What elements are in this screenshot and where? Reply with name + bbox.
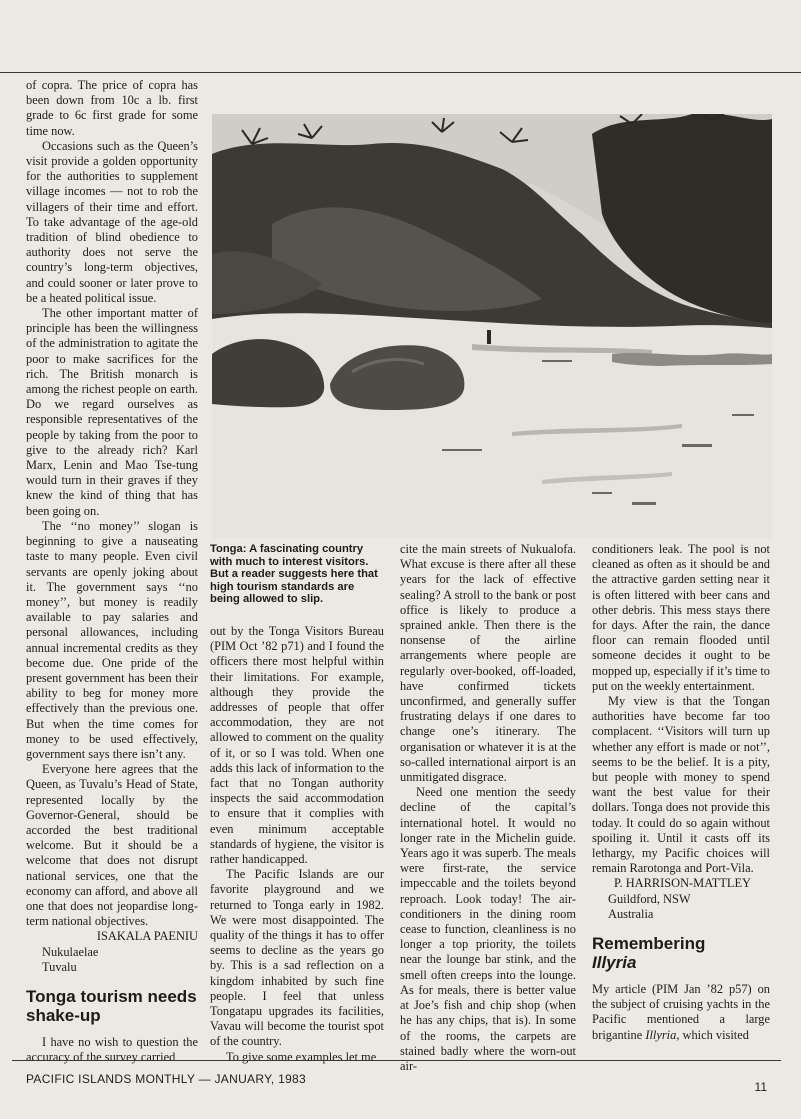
running-footer: PACIFIC ISLANDS MONTHLY — JANUARY, 1983 — [26, 1072, 307, 1086]
paragraph: out by the Tonga Visitors Bureau (PIM Oct ’82 p71) and I found the officers there most helpful within their limitations. For example, although they provide the addresses of people that offer accommodation, they are not allowed to comment on the quality of it, or so I was told. When one adds this lack of information to the fact that no Tongan authority inspects the said accommodation to ensure that it complies with even minimum acceptable standards of hygiene, the visitor is rather handicapped. — [210, 624, 384, 867]
paragraph — [592, 982, 770, 1043]
column-4 — [592, 542, 770, 1043]
column-1 — [26, 78, 198, 1065]
paragraph: Everyone here agrees that the Queen, as Tuvalu’s Head of State, represented locally by the Governor-General, should be accorded the best traditional welcome. But it should be a welcome that does not disrupt national services, one that the economy can afford, and above all one that does not jeopardise long-term national objectives. — [26, 762, 198, 929]
headline-line: Remembering — [592, 934, 706, 954]
page-number: 11 — [754, 1080, 767, 1094]
signature-name: ISAKALA PAENIU — [96, 929, 198, 944]
top-rule — [0, 72, 801, 73]
paragraph: Occasions such as the Queen’s visit provide a golden opportunity for the authorities to supplement village incomes — not to rob the villagers of their time and effort. To take advantage of the age-old tradition of blind obedience to authority does not serve the country’s long-term objectives, and could sooner or later prove to be a heated political issue. — [26, 138, 198, 305]
signature-place: Australia — [608, 906, 654, 921]
paragraph: of copra. The price of copra has been down from 10c a lb. first grade to 6c first grade for some time now. — [26, 78, 198, 138]
ship-name: Illyria, — [645, 1027, 680, 1042]
photo-caption: Tonga: A fascinating country with much to interest visitors. But a reader suggests here that high tourism standards are being allowed to slip. — [210, 543, 378, 606]
text-run: My article (PIM Jan ’82 p57) on the subject of cruising yachts in the Pacific mentioned a large brigantine — [592, 982, 770, 1042]
article-headline — [592, 934, 770, 972]
text-run: which visited — [682, 1027, 749, 1042]
paragraph: To give some examples let me — [226, 1049, 377, 1064]
column-3 — [400, 542, 576, 1074]
paragraph: The Pacific Islands are our favorite playground and we returned to Tonga early in 1982. We were most disappointed. The quality of the things it has to offer seems to decline as the years go by. This is a sad reflection on a kingdom inhabited by such fine people. I feel that unless Tongatapu upgrades its facilities, Vavau will become the tourist spot of the country. — [210, 867, 384, 1049]
paragraph: I have no wish to question the accuracy of the survey carried — [26, 1034, 198, 1065]
paragraph: The other important matter of principle has been the willingness of the administration to agitate the poor to make sacrifices for the rich. The British monarch is among the richest people on earth. Do we regard ourselves as responsible representatives of the people by taking from the poor to give to the already rich? Karl Marx, Lenin and Mao Tse-tung would turn in their graves if they knew the kind of thing that has been going on. — [26, 306, 198, 518]
paragraph: My view is that the Tongan authorities have become far too complacent. ‘‘Visitors will turn up whether any effort is made or not’’, seems to be the belief. It is a pity, but people with money to spend want the best value for their dollars. Tonga does not provide this today. It could do so again without spoiling it. Until it casts off its lethargy, my Pacific choices will remain Rarotonga and Port-Vila. — [592, 694, 770, 876]
signature-place: Tuvalu — [42, 959, 77, 974]
column-2 — [210, 624, 384, 1065]
bottom-rule — [12, 1060, 781, 1061]
article-headline: Tonga tourism needs shake-up — [26, 986, 197, 1025]
paragraph: cite the main streets of Nukualofa. What excuse is there after all these years for the lack of effective sealing? A stroll to the bank or post office is likely to produce a sprained ankle. Then there is the nonsense of the airline arrangements where people are regularly over-booked, off-loaded, have confirmed tickets unconfirmed, and generally suffer frustrating delays if one dares to change one’s itinerary. The organisation or whatever it is at the so-called international airport is an unmitigated disgrace. — [400, 542, 576, 785]
signature-place: Nukulaelae — [42, 944, 99, 959]
paragraph: conditioners leak. The pool is not cleaned as often as it should be and the attractive garden setting near it is often littered with beer cans and other debris. This mess stays there for days. After the rain, the dance floor can remain flooded until someone decides it ought to be mopped up, especially if it’s time to put on the weekly entertainment. — [592, 542, 770, 693]
signature-place: Guildford, NSW — [608, 891, 691, 906]
signature-name: P. HARRISON-MATTLEY — [614, 876, 751, 891]
paragraph: Need one mention the seedy decline of the capital’s international hotel. It would no longer rate in the Michelin guide. Years ago it was superb. The meals were first-rate, the service impeccable and the toilets beyond reproach. Look today! The air-conditioners in the dining room cease to function, cleanliness is no longer a top priority, the toilets near the lounge bar stink, and the smell often creeps into the lounge. As for meals, there is better value at Joe’s fish and chip shop (when he has any chips, that is). In some of the rooms, the carpets are stained badly where the worn-out air- — [400, 785, 576, 1073]
beach-photo — [212, 114, 772, 538]
paragraph: The ‘‘no money’’ slogan is beginning to give a nauseating taste to many people. Even civil servants are openly joking about it. The government says ‘‘no money’’, but money is readily available to pay salaries and personal allowances, including annual incremental credits as they become due. One pride of the present government has been their ability to beg for money more effectively than the previous one. But when the time comes for money to be used effectively, government says there isn’t any. — [26, 518, 198, 761]
headline-line: Illyria — [592, 953, 637, 973]
